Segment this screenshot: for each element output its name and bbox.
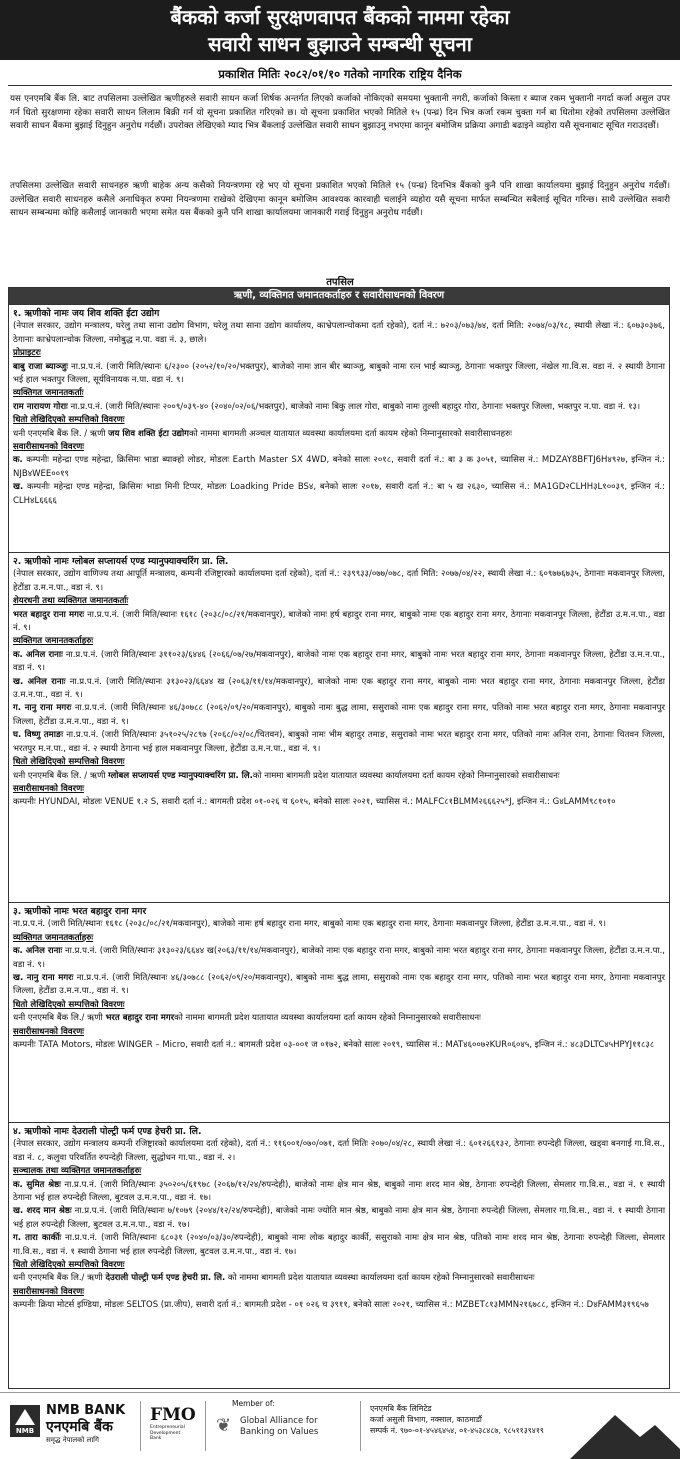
bank-name-english: NMB BANK — [46, 1403, 126, 1418]
person-name: राम नारायण गोराः — [13, 401, 68, 412]
person-details: ना.प्र.प.नं. (जारी मिति/स्थानः ३१३०२३/६६४४ ख (२०६३/११/१४/मकवानपुर), बाजेको नामः एक बहादुर राना मगर, बाबुको नामः भरत बहादुर राना मगर, ठेगानाः मकवानपुर जिल्ला, हेटौंडा उ.म.न.पा., वडा नं. ९। — [13, 676, 665, 701]
section-heading: धितो लेखिदिएको सम्पत्तिको विवरणः — [13, 415, 125, 426]
borrower-title: ३. ऋणीको नामः भरत बहादुर राना मगर — [13, 906, 147, 917]
header-line-2: सवारी साधन बुझाउने सम्बन्धी सूचना — [208, 32, 472, 56]
vehicle-details: कम्पनीः महेन्द्रा एण्ड महेन्द्रा, क्रिसिमः भाडा मिनी टिप्पर, मोडलः Loadking Pride BS४, बनेको सालः २०१७, सवारी दर्ता नं.: बा ५ ख २६३०, च्यासिस नं.: MA1GD२CLHH३L१००३९, इन्जिन नं.: CLH४L६६६६ — [13, 482, 665, 506]
collateral-text: को नाममा बागमती प्रदेश यातायात व्यवस्था कार्यालयमा दर्ता कायम रहेको निम्नानुसारको सवारीसाधनः — [174, 1013, 481, 1024]
bank-name-nepali: एनएमबि बैंक — [46, 1419, 113, 1435]
registration-details: (नेपाल सरकार, उद्योग वाणिज्य तथा आपूर्ति मन्त्रालय, कम्पनी रजिष्ट्रारको कार्यालयमा दर्ता रहेको), दर्ता नं.: २३९९३३/०७७/०७८, दर्ता मिति: २०७७/०४/२२, स्थायी लेखा नं.: ६०९७७६७३५, ठेगानाः मकवानपुर जिल्ला, हेटौंडा उ.म.न.पा., वडा नं. ९। — [13, 569, 665, 593]
member-of-label: Member of: — [232, 1399, 275, 1408]
borrower-block-1 — [9, 304, 669, 566]
fmo-subtitle: Entrepreneurial Development Bank — [150, 1425, 185, 1441]
person-details: ना.प्र.प.नं. (जारी मिति/स्थानः ७/१०७९ (२०४४/१२/२४/रुपन्देही), बाजेको नामः ज्योति मान श्रेष्ठ, बाबुको नामः क्षेत्र मान श्रेष्ठ, ठेगानाः रुपन्देही जिल्ला, सेमलार गा.वि.स., वडा नं. १ स्थायी ठेगाना भई हाल रुपन्देही जिल्ला, बुटवल उ.म.न.पा., वडा नं. १७। — [13, 1206, 666, 1230]
gabv-line: Banking on Values — [240, 1427, 319, 1437]
borrower-name: ग्लोबल सप्लायर्स एण्ड म्यानुफ्याक्चरिंग प्रा. लि. — [108, 770, 253, 781]
collateral-text: धनी एनएमबि बैंक लि./ ऋणी — [13, 1013, 103, 1024]
header-line-1: बैंकको कर्जा सुरक्षणवापत बैंकको नाममा रहेका — [170, 5, 510, 29]
person-name: ख. अनिल रानाः — [13, 676, 66, 687]
person-details: ना.प्र.प.नं. (जारी मिति/स्थानः १६१८ (२०३८/०८/२१/मकवानपुर), बाजेको नामः हर्ष बहादुर राना मगर, बाबुको नामः एक बहादुर राना मगर, ठेगानाः मकवानपुर जिल्ला, हेटौंडा उ.म.न.पा., वडा नं. ९। — [13, 609, 665, 634]
registration-details: ना.प्र.प.नं. (जारी मिति/स्थानः १६१८ (२०३८/०८/२१/मकवानपुर), बाजेको नामः हर्ष बहादुर राना मगर, बाबुको नामः एक बहादुर राना मगर, ठेगानाः मकवानपुर जिल्ला, हेटौंडा उ.म.न.पा., वडा नं. ९। — [13, 919, 607, 930]
person-details: ना.प्र.प.नं. (जारी मिति/स्थानः ६/२३०० (२०५२/१०/२०/भक्तपुर), बाजेको नामः ज्ञान बीर ब्याञ्जु, बाबुको नामः रत्न भाई ब्याञ्जु, ठेगानाः भक्तपुर जिल्ला, नंखेल गा.वि.स. वडा नं. २ स्थायी ठेगाना भई हाल भक्तपुर जिल्ला, सूर्यविनायक न.पा. वडा नं. ९। — [13, 361, 665, 386]
person-name: भरत बहादुर राना मगरः — [13, 609, 85, 620]
borrower-block-4 — [9, 1122, 669, 1388]
person-name: ख. शरद मान श्रेष्ठः — [13, 1206, 72, 1217]
section-heading: शेयरधनी तथा व्यक्तिगत जमानतकर्ताः — [13, 596, 129, 607]
person-name: क. अनिल रानाः — [13, 649, 63, 660]
nmb-logo-icon — [10, 1405, 40, 1437]
person-name: ग. नानु राना मगरः — [13, 703, 72, 714]
vehicle-details: कम्पनीः क्रिया मोटर्स इण्डिया, मोडलः SELTOS (प्रा.जीप), सवारी दर्ता नं.: बागमती प्रदेश - ०१ ०२६ च ३९११, बनेको सालः २०२१, च्यासिस नं.: MZBET८१३MMN२१६७८८, इन्जिन नं.: D४FAMM३१९६५७ — [13, 1300, 649, 1311]
collateral-text: धनी एनएमबि बैंक लि./ ऋणी — [13, 1273, 103, 1284]
section-heading: धितो लेखिदिएको सम्पत्तिको विवरणः — [13, 757, 125, 768]
section-heading: सवारीसाधनको विवरणः — [13, 1286, 84, 1297]
vehicle-details: कम्पनीः HYUNDAI, मोडलः VENUE १.२ S, सवारी दर्ता नं.: बागमती प्रदेश ०१-०२६ च ६०१५, बनेको सालः २०२१, च्यासिस नं.: MALFC८१BLMM२६६६२५*J, इन्जिन नं.: G४LAMM९८१०१० — [13, 797, 616, 808]
person-details: ना.प्र.प.नं. (जारी मिति/स्थानः ६८०३१ (२०४०/०३/३०/रुपन्देही), बाबुको नामः लोक बहादुर कार्की, ससुराको नामः क्षेत्र मान श्रेष्ठ, पतिको नामः शरद मान श्रेष्ठ, ठेगानाः रुपन्देही जिल्ला, सेमलार गा.वि.स., वडा नं. १ स्थायी ठेगाना भई हाल रुपन्देही जिल्ला, बुटवल उ.म.न.पा., वडा नं. १७। — [13, 1233, 665, 1257]
borrower-title: ४. ऋणीको नामः देउराली पोल्ट्री फर्म एण्ड हेचरी प्रा. लि. — [13, 1126, 202, 1137]
section-heading: धितो लेखिदिएको सम्पत्तिको विवरणः — [13, 999, 125, 1010]
borrower-title: १. ऋणीको नामः जय शिव शक्ति ईटा उद्योग — [13, 308, 160, 319]
person-name: ख. नानु राना मगरः — [13, 973, 74, 984]
notice-paragraph-2: तपसिलमा उल्लेखित सवारी साधनहरु ऋणी बाहेक अन्य कसैको नियन्त्रणमा रहे भए यो सूचना प्रकाशित भएको मितिले १५ (पन्ध्र) दिनभित्र बैंकको कुनै पनि शाखा कार्यालयमा बुझाई दिनुहुन अनुरोध गर्दछौं। उल्लेखित सवारी साधनहरु कसैले अनाधिकृत रुपमा नियन्त्रणमा राखेको देखिएमा कानून बमोजिम आवश्यक कारवाही चलाईने व्यहोरा यसै सूचना मार्फत सम्बन्धित सबैलाई सूचित गरिन्छ। साथै उल्लेखित सवारी साधन सम्बन्धमा कोहि कसैलाई जानकारी भएमा समेत यस बैंकको कुनै पनि शाखा कार्यालयमा जानकारी गराई दिनुहुन अनुरोध गर्दछौं। — [10, 181, 670, 219]
divider — [360, 1401, 361, 1451]
gabv-logo-icon: ❦ — [216, 1415, 232, 1436]
vehicle-details: कम्पनीः TATA Motors, मोडलः WINGER – Micro, सवारी दर्ता नं.: बागमती प्रदेश ०३-००१ ज ०१७२, बनेको सालः २०१९, च्यासिस नं.: MAT४६००७२KUR०६०४५, इन्जिन नं.: ४८३DLTC४५HPYJ११८३८ — [13, 1040, 655, 1051]
divider — [205, 1401, 206, 1451]
person-name: घ. विष्णु तमाङः — [13, 730, 64, 741]
gabv-line: Global Alliance for — [240, 1416, 318, 1426]
collateral-text: को नाममा बागमती अञ्चल यातायात व्यवस्था कार्यालयमा दर्ता कायम रहेको निम्नानुसारको सवारीसाधनहरुः — [188, 428, 512, 439]
person-details: ना.प्र.प.नं. (जारी मिति/स्थानः २००९/०३९-४० (२०४०/०२/०६/भक्तपुर), बाजेको नामः बिकु लाल गोरा, बाबुको नामः तुल्सी बहादुर गोरा, ठेगानाः भक्तपुर जिल्ला, भक्तपुर न.पा. वडा नं. १३। — [70, 401, 641, 412]
registration-details: (नेपाल सरकार, उद्योग मन्त्रालय, घरेलु तथा साना उद्योग विभाग, घरेलु तथा साना उद्योग कार्यालय, काभ्रेपलान्चोकमा दर्ता रहेको), दर्ता नं.: ७२०३/०७३/७४, दर्ता मिति: २०७४/०३/१८, स्थायी लेखा नं.: ६०७३०३७६, ठेगानाः काभ्रेपलान्चोक जिल्ला, नमोबुद्ध न.पा. वडा नं. ३, छाले। — [13, 321, 665, 345]
section-heading: सञ्चालक तथा व्यक्तिगत जमानतकर्ताहरुः — [13, 1166, 142, 1177]
collateral-text: धनी एनएमबि बैंक लि. / ऋणी — [13, 770, 106, 781]
vehicle-details: कम्पनीः महेन्द्रा एण्ड महेन्द्रा, क्रिसिमः भाडा ब्याक्हो लोडर, मोडलः Earth Master SX 4WD, बनेको सालः २०१८, सवारी दर्ता नं.: बा ३ क ३०५१, च्यासिस नं.: MDZAY8BFTJ6H४९२७, इन्जिन नं.: NJB४WEE००१९ — [13, 455, 665, 479]
nmb-logo-text: NMB — [15, 1427, 35, 1435]
divider — [140, 1401, 141, 1451]
section-heading: सवारीसाधनको विवरणः — [13, 442, 84, 453]
address-line: सम्पर्क नं. ९७०-०१-४५४६४५४, ०१-४५३८४८७, ९८५११३९४१९ — [370, 1426, 544, 1435]
address-line: कर्जा असुली विभाग, नक्साल, काठमाडौं — [370, 1415, 482, 1424]
borrower-block-3 — [9, 902, 669, 1122]
collateral-text: को नाममा बागमती प्रदेश यातायात व्यवस्था कार्यालयमा दर्ता कायम रहेको निम्नानुसारको सवारीसाधनः — [227, 1273, 535, 1284]
borrower-block-2 — [9, 552, 669, 886]
bank-tagline: समृद्ध नेपालको लागि — [46, 1436, 99, 1444]
person-name: क. अनिल रानाः — [13, 946, 63, 957]
person-name: क. सुमित श्रेष्ठः — [13, 1179, 61, 1190]
section-heading: सवारीसाधनको विवरणः — [13, 783, 84, 794]
section-heading: व्यक्तिगत जमानतकर्ताः — [13, 388, 84, 399]
registration-details: (नेपाल सरकार, उद्योग मन्त्रालय कम्पनी रजिष्ट्रारको कार्यालयमा दर्ता रहेको), दर्ता नं.: ११६००१/०७०/०७१, दर्ता मितिः २०७०/०४/२८, स्थायी लेखा नं.: ६०१२६६१३२, ठेगानाः रुपन्देही जिल्ला, खड्वा बनगाई गा.वि.स., वडा नं. ८, कलुवा परिवर्तित रुपन्देही जिल्ला, सुद्धोधन गा.पा., वडा नं. २। — [13, 1139, 665, 1163]
borrower-name: देउराली पोल्ट्री फर्म एण्ड हेचरी प्रा. लि. — [105, 1273, 226, 1284]
table-heading: ऋणी, व्यक्तिगत जमानतकर्ताहरु र सवारीसाधनको विवरण — [9, 288, 669, 304]
notice-paragraph-1: यस एनएमबि बैंक लि. बाट तपसिलमा उल्लेखित ऋणीहरुले सवारी साधन कर्जा शिर्षक अन्तर्गत लिएको कर्जाको नोकिएको समयमा भुक्तानी नगरी, कर्जाको किस्ता र ब्याज रकम भुक्तानी नगर्दा कर्जा असुल उपर गर्न धितो सुरक्षणमा रहेका सवारी साधन लिलाम बिक्री गर्न यो सूचना प्रकाशित गरिएको छ। यो सूचना प्रकाशित भएको मितिले १५ (पन्ध्र) दिन भित्र कर्जा रकम चुक्ता गर्न बा धितोमा रहेको तपसिलमा उल्लेखित सवारी साधन बैंकमा बुझाई दिनुहुन अनुरोध गर्दछौं। उपरोक्त लेखिएको म्याद भित्र बैंकलाई उल्लेखित सवारी साधन बुझाउनु नभएमा कानून बमोजिम प्रक्रिया अगाडी बढाइने व्यहोरा यसै सूचनाबाट सूचित गराउदछौं। — [10, 94, 670, 132]
borrower-table — [8, 287, 670, 1389]
section-heading: व्यक्तिगत जमानतकर्ताहरुः — [13, 932, 94, 943]
borrower-name: भरत बहादुर राना मगर — [105, 1013, 175, 1024]
section-heading: प्रोप्राइटरः — [13, 348, 41, 359]
footer — [0, 1392, 680, 1459]
section-heading: धितो लेखिदिएको सम्पत्तिको विवरणः — [13, 1260, 125, 1271]
person-name: बाबु राजा ब्याञ्जुः — [13, 361, 68, 372]
contact-address — [370, 1403, 544, 1436]
borrower-title: २. ऋणीको नामः ग्लोबल सप्लायर्स एण्ड म्यानुफ्याक्चरिंग प्रा. लि. — [13, 556, 229, 567]
mountain-graphic — [570, 1407, 680, 1459]
collateral-text: को नाममा बागमती प्रदेश यातायात व्यवस्था कार्यालयमा दर्ता कायम रहेको निम्नानुसारको सवारीसाधनः — [252, 770, 560, 781]
collateral-text: धनी एनएमबि बैंक लि. / ऋणी — [13, 428, 106, 439]
divider — [8, 85, 672, 86]
person-details: ना.प्र.प.नं. (जारी मिति/स्थानः ३११०२३/६४४६ (२०६६/०७/२७/मकवानपुर), बाजेको नामः एक बहादुर राना मगर, बाबुको नामः भरत बहादुर राना मगर, ठेगानाः मकवानपुर जिल्ला, हेटौंडा उ.म.न.पा., वडा नं. ९। — [13, 649, 666, 674]
borrower-name: जय शिव शक्ति ईटा उद्योग — [108, 428, 189, 439]
person-details: ना.प्र.प.नं. (जारी मिति/स्थानः ३१३०२३/६६४४ ख(२०६३/११/१४/मकवानपुर), बाजेको नामः एक बहादुर राना मगर, बाबुको नामः भरत बहादुर राना मगर, ठेगानाः मकवानपुर जिल्ला, हेटौंडा उ.म.न.पा., वडा नं. ९। — [13, 946, 666, 970]
fmo-logo: FMO — [150, 1405, 196, 1425]
person-details: ना.प्र.प.नं. (जारी मिति/स्थानः ४६/३०७८८ (२०६२/०९/२०/मकवानपुर), बाबुको नामः बुद्ध लामा, ससुराको नामः एक बहादुर राना मगर, पतिको नामः भरत बहादुर राना मगर, ठेगानाः मकवानपुर जिल्ला, हेटौंडा उ.म.न.पा., वडा नं. ९। — [13, 973, 666, 997]
item-label: ख. — [13, 482, 24, 493]
person-details: ना.प्र.प.नं. (जारी मिति/स्थानः ३५१०२५/२८९७ (२०६८/०२/०८/चितवन), बाबुको नामः भीम बहादुर तमाङ, ससुराको नामः भरत बहादुर राना मगर, पतिको नामः अनिल राना, ठेगानाः चितवन जिल्ला, भरतपुर म.न.पा., वडा नं. २ स्थायी ठेगाना भई हाल मकवानपुर जिल्ला, हेटौंडा उ.म.न.पा., वडा नं. ९। — [13, 730, 665, 754]
person-details: ना.प्र.प.नं. (जारी मिति/स्थानः ३५०२०५/६१९७८ (२०६७/१२/२४/रुपन्देही), बाजेको नामः क्षेत्र मान श्रेष्ठ, बाबुको नामः शरद मान श्रेष्ठ, ठेगानाः रुपन्देही जिल्ला, सेमलार गा.वि.स., वडा नं. १ स्थायी ठेगाना भई हाल रुपन्देही जिल्ला, बुटवल उ.म.न.पा., वडा नं. १७। — [13, 1179, 666, 1204]
publication-date: प्रकाशित मितिः २०८२/०१/१० गतेको नागरिक राष्ट्रिय दैनिक — [218, 67, 462, 81]
address-line: एनएमबि बैंक लिमिटेड — [370, 1404, 432, 1413]
section-heading: सवारीसाधनको विवरणः — [13, 1026, 84, 1037]
person-name: ग. तारा कार्कीः — [13, 1233, 62, 1244]
section-heading: व्यक्तिगत जमानतकर्ताहरुः — [13, 636, 94, 647]
notice-header — [0, 0, 680, 60]
person-details: ना.प्र.प.नं. (जारी मिति/स्थानः ४६/३०७८८ (२०६२/०९/२०/मकवानपुर), बाबुको नामः बुद्ध लामा, ससुराको नामः एक बहादुर राना मगर, पतिको नामः भरत बहादुर राना मगर, ठेगानाः मकवानपुर जिल्ला, हेटौंडा उ.म.न.पा., वडा नं. ९। — [13, 703, 665, 727]
schedule-title: तपसिल — [326, 277, 354, 288]
gabv-name — [240, 1416, 318, 1438]
item-label: क. — [13, 455, 23, 466]
